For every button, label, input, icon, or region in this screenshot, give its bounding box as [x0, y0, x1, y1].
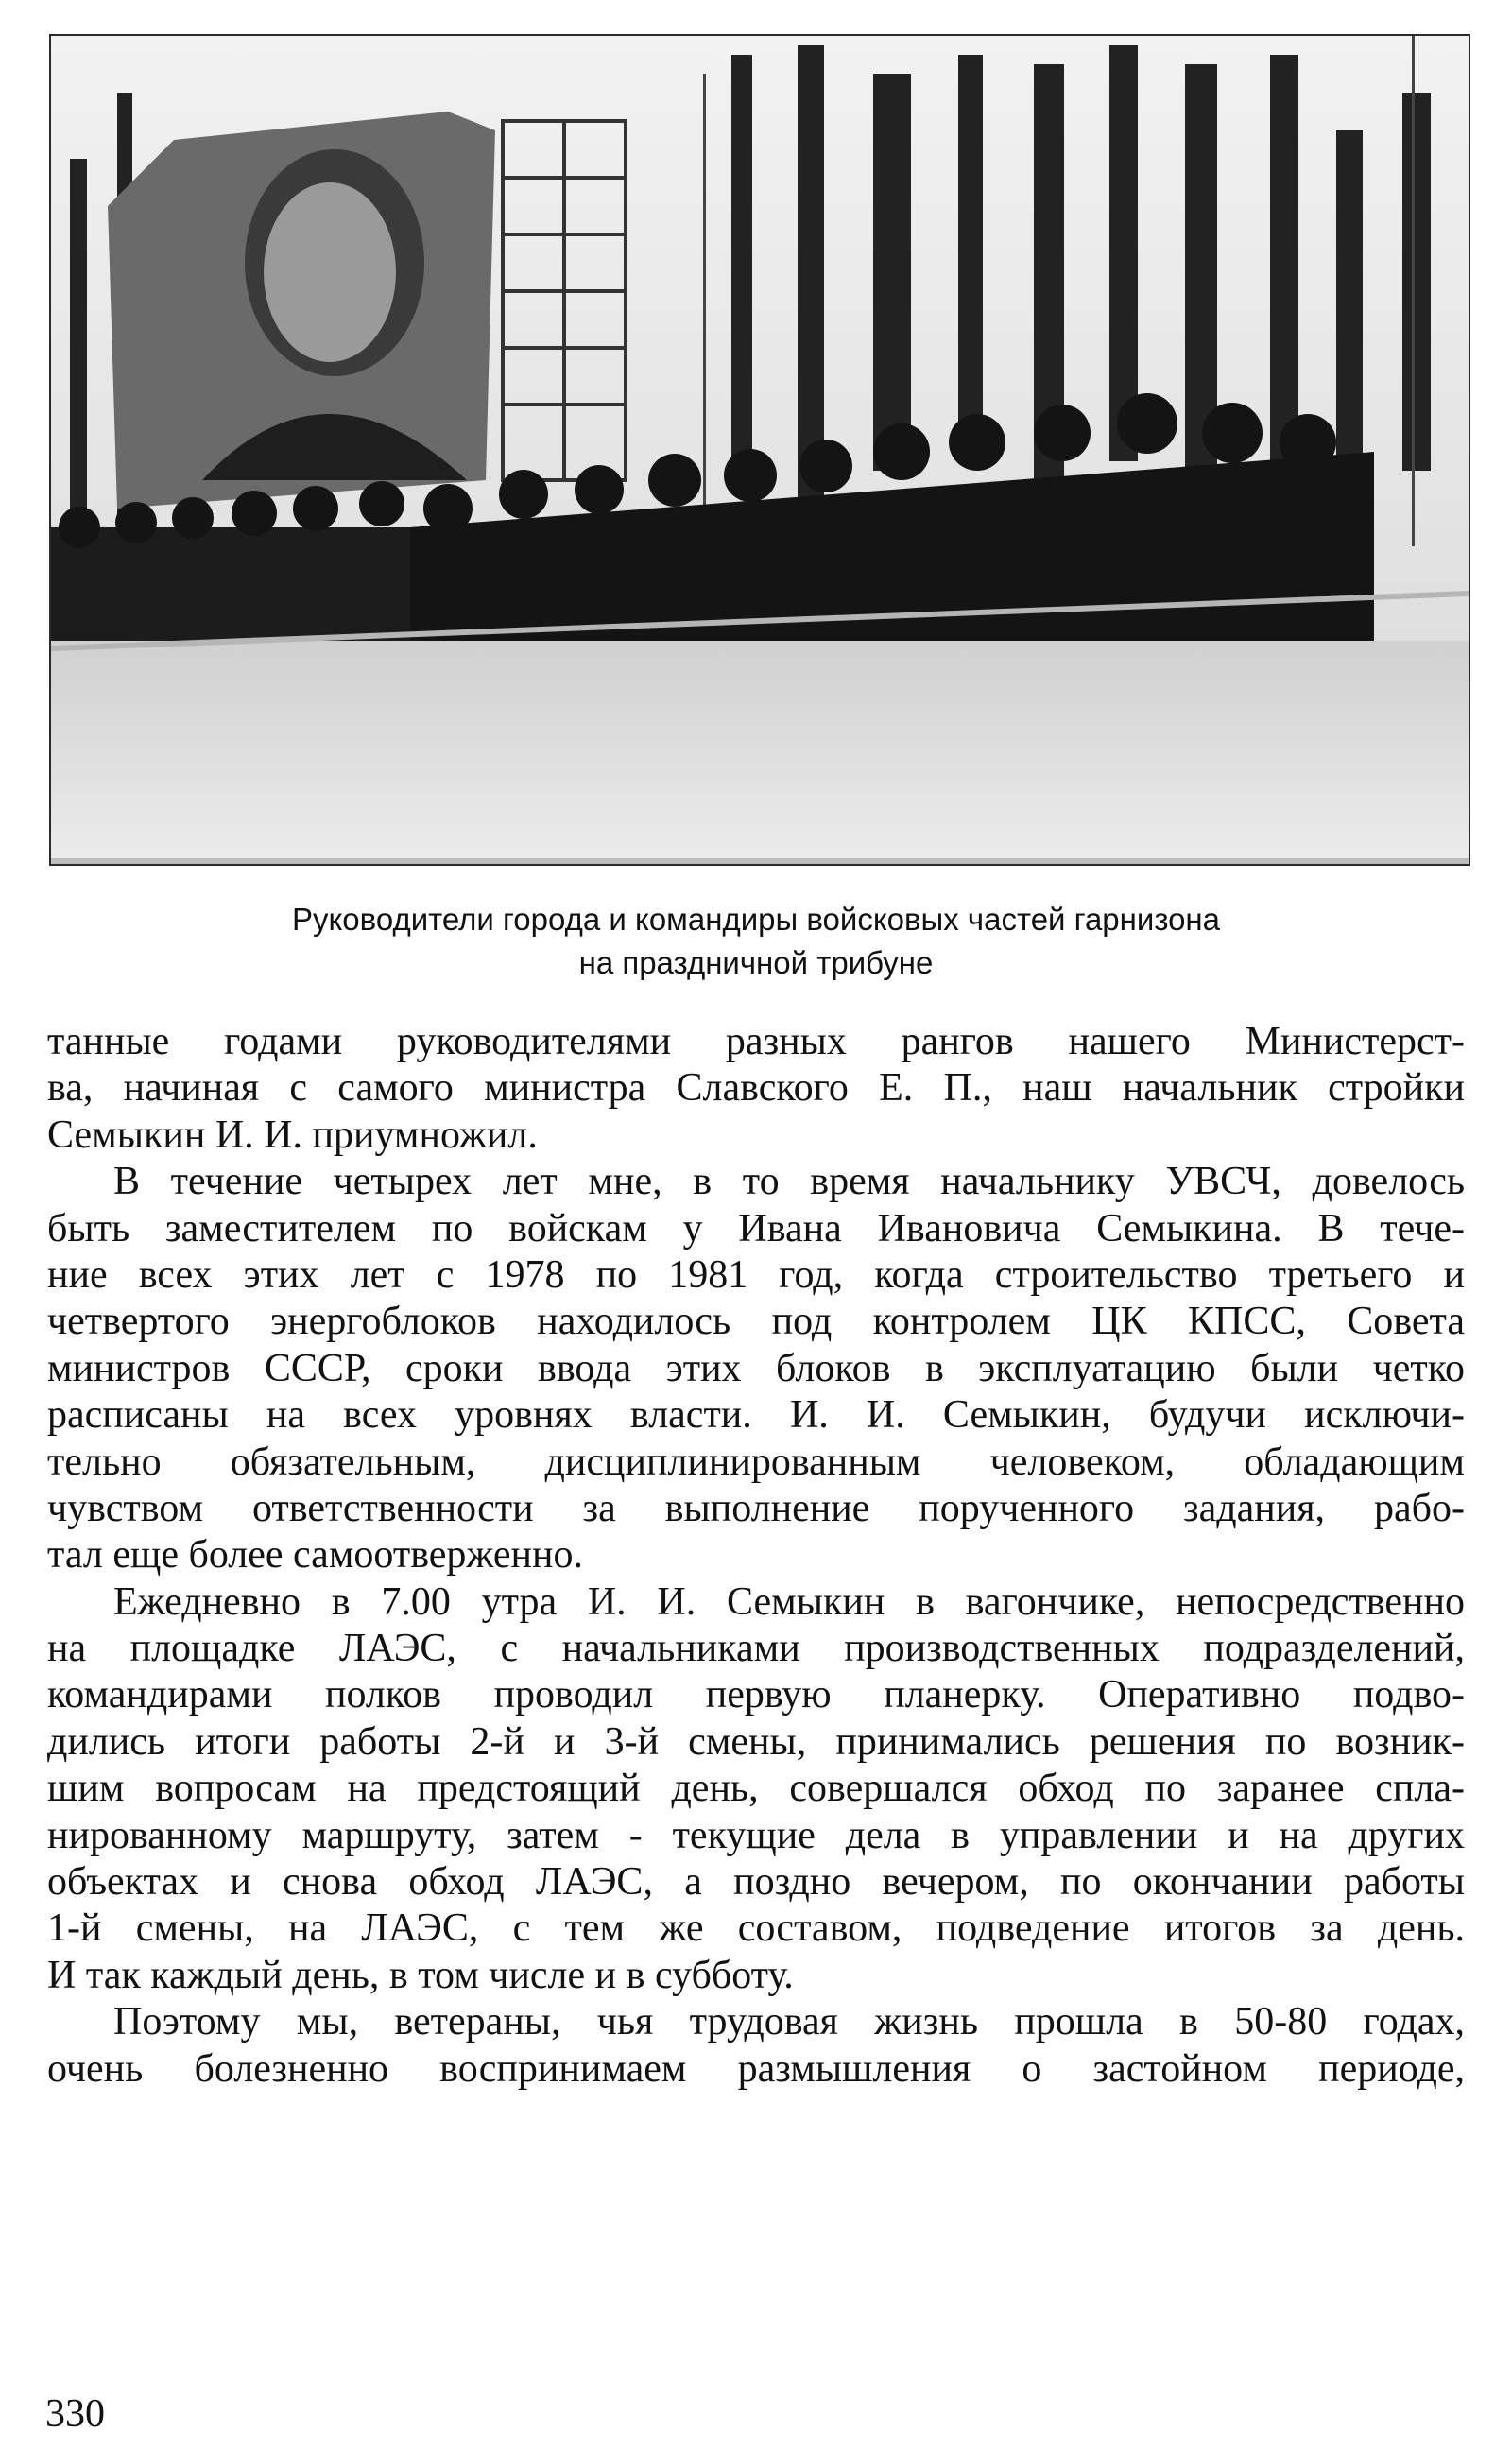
text-line: Семыкин И. И. приумножил. — [47, 1112, 538, 1157]
text-line: расписаны на всех уровнях власти. И. И. Семыкин, будучи исключи- — [47, 1393, 1465, 1438]
text-line: дились итоги работы 2-й и 3-й смены, принимались решения по возник- — [47, 1719, 1465, 1764]
text-line: шим вопросам на предстоящий день, совершался обход по заранее спла- — [47, 1767, 1465, 1811]
text-line: ва, начиная с самого министра Славского Е. П., наш начальник стройки — [47, 1066, 1465, 1111]
text-line: 1-й смены, на ЛАЭС, с тем же составом, подведение итогов за день. — [47, 1906, 1465, 1951]
text-line: Ежедневно в 7.00 утра И. И. Семыкин в вагончике, непосредственно — [113, 1579, 1465, 1624]
text-line: объектах и снова обход ЛАЭС, а поздно вечером, по окончании работы — [47, 1860, 1465, 1905]
text-line: ние всех этих лет с 1978 по 1981 год, когда строительство третьего и — [47, 1252, 1465, 1297]
photo-tribune — [49, 34, 1470, 866]
tribune-wall — [51, 641, 1469, 864]
text-line: четвертого энергоблоков находилось под контролем ЦК КПСС, Совета — [47, 1300, 1465, 1344]
text-line: И так каждый день, в том числе и в субботу. — [47, 1953, 794, 1997]
photo-caption — [94, 898, 1418, 985]
portrait-banner — [108, 112, 495, 509]
caption-line-2: на праздничной трибуне — [578, 945, 934, 980]
text-line: командирами полков проводил первую планерку. Оперативно подво- — [47, 1673, 1465, 1717]
caption-line-1: Руководители города и командиры войсковых частей гарнизона — [291, 902, 1221, 937]
text-line: очень болезненно воспринимаем размышления о застойном периоде, — [47, 2046, 1465, 2091]
text-line: танные годами руководителями разных рангов нашего Министерст- — [47, 1020, 1465, 1063]
body-text — [47, 1019, 1465, 2093]
text-line: тал еще более самоотверженно. — [47, 1533, 583, 1578]
page-number: 330 — [45, 2392, 105, 2436]
text-line: В течение четырех лет мне, в то время начальнику УВСЧ, довелось — [113, 1160, 1465, 1204]
text-line: тельно обязательным, дисциплинированным человеком, обладающим — [47, 1440, 1465, 1484]
text-line: быть заместителем по войскам у Ивана Ивановича Семыкина. В тече- — [47, 1206, 1465, 1250]
text-line: министров СССР, сроки ввода этих блоков в эксплуатацию были четко — [47, 1346, 1465, 1390]
text-line: нированному маршруту, затем - текущие дела в управлении и на других — [47, 1813, 1465, 1857]
photo-illustration — [51, 36, 1469, 864]
text-line: Поэтому мы, ветераны, чья трудовая жизнь прошла в 50-80 годах, — [113, 2000, 1465, 2044]
text-line: на площадке ЛАЭС, с начальниками производственных подразделений, — [47, 1627, 1465, 1671]
text-line: чувством ответственности за выполнение порученного задания, рабо- — [47, 1486, 1465, 1530]
